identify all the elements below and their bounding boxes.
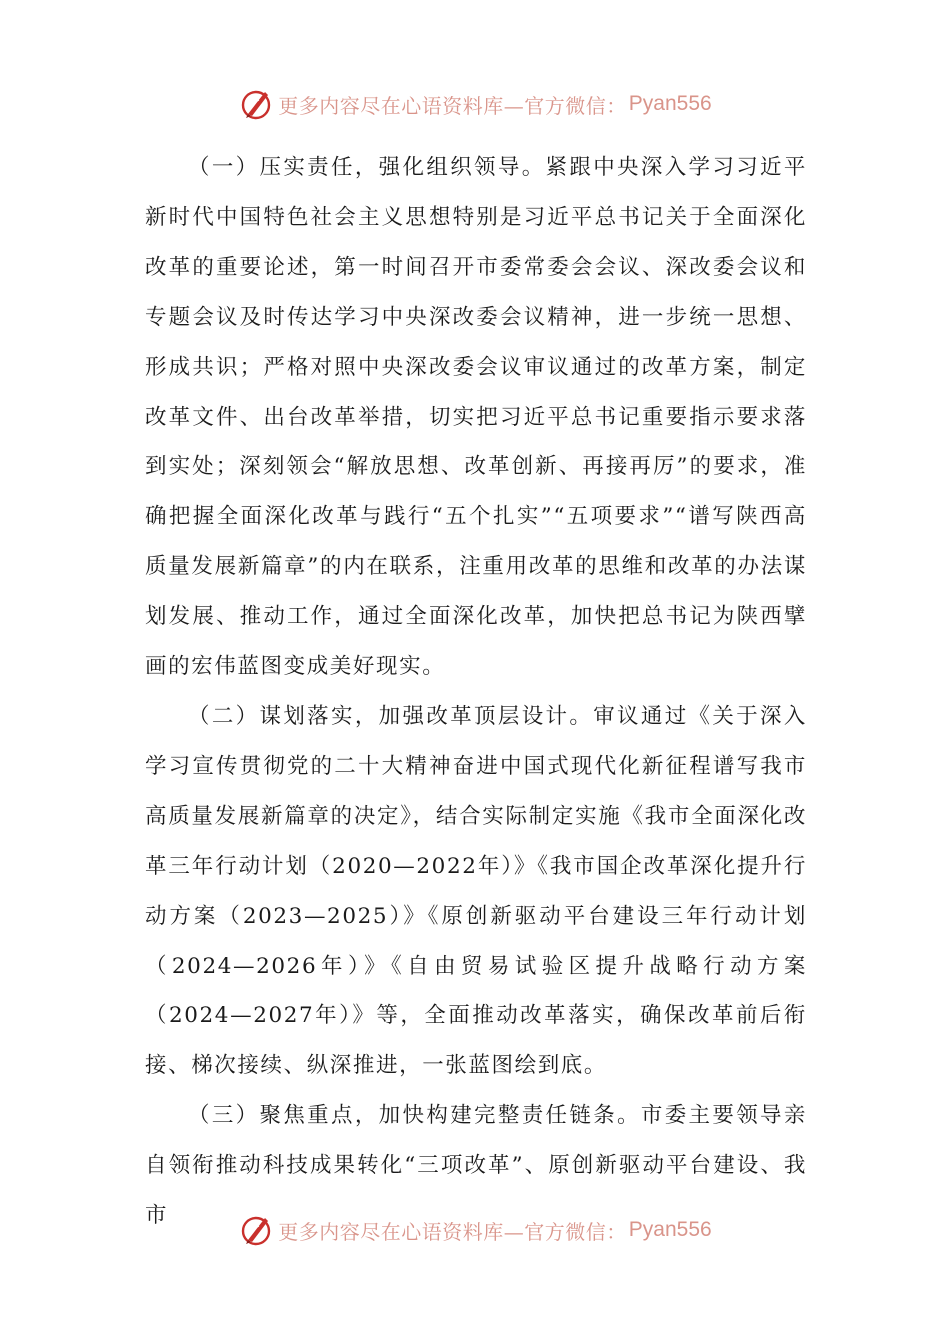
header-wechat-id: Pyan556 <box>628 92 712 115</box>
footer-wechat-id: Pyan556 <box>628 1218 712 1241</box>
paragraph-1: （一）压实责任，强化组织领导。紧跟中央深入学习习近平新时代中国特色社会主义思想特别是习近平总书记关于全面深化改革的重要论述，第一时间召开市委常委会会议、深改委会议和专题会议及时传达学习中央深改委会议精神，进一步统一思想、形成共识；严格对照中央深改委会议审议通过的改革方案，制定改革文件、出台改革举措，切实把习近平总书记重要指示要求落到实处；深刻领会“解放思想、改革创新、再接再厉”的要求，准确把握全面深化改革与践行“五个扎实”“五项要求”“谱写陕西高质量发展新篇章”的内在联系，注重用改革的思维和改革的办法谋划发展、推动工作，通过全面深化改革，加快把总书记为陕西擘画的宏伟蓝图变成美好现实。 <box>145 155 807 680</box>
footer-watermark <box>0 1210 950 1250</box>
quill-pen-logo-icon <box>238 1212 274 1248</box>
footer-watermark-text: 更多内容尽在心语资料库—官方微信： <box>278 1219 627 1244</box>
header-watermark <box>0 84 950 124</box>
paragraph-2: （二）谋划落实，加强改革顶层设计。审议通过《关于深入学习宣传贯彻党的二十大精神奋进中国式现代化新征程谱写我市高质量发展新篇章的决定》，结合实际制定实施《我市全面深化改革三年行动计划（2020—2022年）》《我市国企改革深化提升行动方案（2023—2025）》《原创新驱动平台建设三年行动计划（2024—2026年）》《自由贸易试验区提升战略行动方案（2024—2027年）》等，全面推动改革落实，确保改革前后衔接、梯次接续、纵深推进，一张蓝图绘到底。 <box>145 703 807 1079</box>
quill-pen-logo-icon <box>238 86 274 122</box>
document-body <box>145 143 807 1241</box>
paragraph-3: （三）聚焦重点，加快构建完整责任链条。市委主要领导亲自领衔推动科技成果转化“三项改革”、原创新驱动平台建设、我市 <box>145 1103 807 1229</box>
header-watermark-text: 更多内容尽在心语资料库—官方微信： <box>278 93 627 118</box>
